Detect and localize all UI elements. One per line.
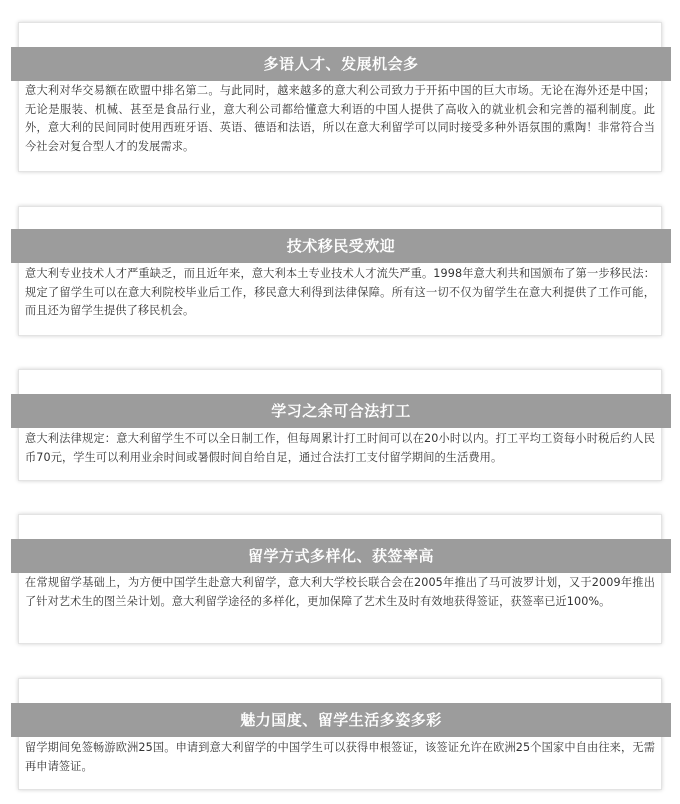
section-title-4: 留学方式多样化、获签率高 bbox=[11, 539, 671, 573]
section-text-2: 意大利专业技术人才严重缺乏，而且近年来，意大利本土专业技术人才流失严重。1998年意大利共和国颁布了第一步移民法：规定了留学生可以在意大利院校毕业后工作，移民意大利得到法律保障。所有这一切不仅为留学生在意大利提供了工作可能，而且还为留学生提供了移民机会。 bbox=[25, 267, 655, 317]
section-card-2 bbox=[18, 206, 662, 336]
section-card-3 bbox=[18, 369, 662, 481]
section-card-1 bbox=[18, 22, 662, 172]
section-card-4 bbox=[18, 514, 662, 644]
section-text-5: 留学期间免签畅游欧洲25国。申请到意大利留学的中国学生可以获得申根签证，该签证允许在欧洲25个国家中自由往来，无需再申请签证。 bbox=[25, 741, 655, 773]
section-card-5 bbox=[18, 678, 662, 790]
section-text-4: 在常规留学基础上，为方便中国学生赴意大利留学，意大利大学校长联合会在2005年推出了马可波罗计划，又于2009年推出了针对艺术生的图兰朵计划。意大利留学途径的多样化，更加保障了艺术生及时有效地获得签证，获签率已近100%。 bbox=[25, 576, 655, 608]
section-title-3: 学习之余可合法打工 bbox=[11, 394, 671, 428]
section-text-1: 意大利对华交易额在欧盟中排名第二。与此同时，越来越多的意大利公司致力于开拓中国的巨大市场。无论在海外还是中国；无论是服装、机械、甚至是食品行业，意大利公司都给懂意大利语的中国人提供了高收入的就业机会和完善的福利制度。此外，意大利的民间同时使用西班牙语、英语、德语和法语，所以在意大利留学可以同时接受多种外语氛围的熏陶！非常符合当今社会对复合型人才的发展需求。 bbox=[25, 84, 655, 153]
section-title-1: 多语人才、发展机会多 bbox=[11, 47, 671, 81]
section-text-3: 意大利法律规定：意大利留学生不可以全日制工作，但每周累计打工时间可以在20小时以内。打工平均工资每小时税后约人民币70元，学生可以利用业余时间或暑假时间自给自足，通过合法打工支付留学期间的生活费用。 bbox=[25, 432, 655, 464]
section-title-5: 魅力国度、留学生活多姿多彩 bbox=[11, 703, 671, 737]
section-title-2: 技术移民受欢迎 bbox=[11, 229, 671, 263]
